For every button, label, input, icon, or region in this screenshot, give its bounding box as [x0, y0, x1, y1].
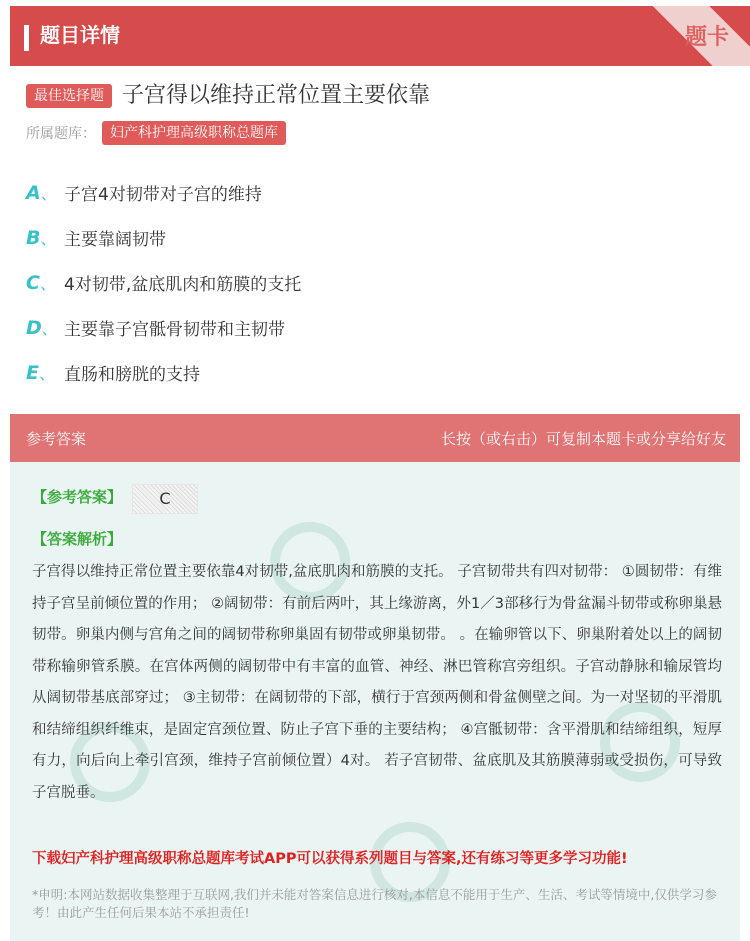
option-b[interactable] [26, 215, 301, 260]
option-separator: 、 [41, 319, 58, 338]
page-title: 题目详情 [40, 23, 120, 47]
question-header [26, 82, 430, 110]
option-separator: 、 [40, 229, 57, 248]
option-text: 主要靠子宫骶骨韧带和主韧带 [64, 320, 285, 340]
option-separator: 、 [40, 184, 57, 203]
question-bank-label: 所属题库： [26, 126, 96, 142]
option-a[interactable] [26, 170, 301, 215]
answer-label: 【参考答案】 [32, 488, 123, 506]
answer-value: C [132, 484, 198, 514]
analysis-label: 【答案解析】 [32, 530, 123, 548]
question-type-tag: 最佳选择题 [26, 84, 112, 108]
option-separator: 、 [38, 364, 55, 383]
option-d[interactable] [26, 305, 301, 350]
option-letter-value: D [26, 317, 42, 339]
share-hint: 长按（或右击）可复制本题卡或分享给好友 [440, 430, 726, 448]
question-title: 子宫得以维持正常位置主要依靠 [122, 83, 431, 108]
option-letter [26, 226, 64, 249]
option-e[interactable] [26, 350, 301, 395]
question-bank [26, 121, 286, 145]
analysis-panel [10, 462, 740, 941]
option-text: 子宫4对韧带对子宫的维持 [64, 185, 262, 205]
option-letter [26, 271, 64, 294]
analysis-text: 子宫得以维持正常位置主要依靠4对韧带,盆底肌肉和筋膜的支托。 子宫韧带共有四对韧带： ①圆韧带：有维持子宫呈前倾位置的作用； ②阔韧带：有前后两叶，其上缘游离，外1／3部移行为骨盆漏斗韧带或称卵巢悬韧带。卵巢内侧与宫角之间的阔韧带称卵巢固有韧带或卵巢韧带。 。在输卵管以下、卵巢附着处以上的阔韧带称输卵管系膜。在宫体两侧的阔韧带中有丰富的血管、神经、淋巴管称宫旁组织。子宫动静脉和输尿管均从阔韧带基底部穿过； ③主韧带：在阔韧带的下部，横行于宫颈两侧和骨盆侧壁之间。为一对坚韧的平滑肌和结缔组织纤维束，是固定宫颈位置、防止子宫下垂的主要结构； ④宫骶韧带：含平滑肌和结缔组织，短厚有力，向后向上牵引宫颈，维持子宫前倾位置）4对。 若子宫韧带、盆底肌及其筋膜薄弱或受损伤，可导致子宫脱垂。 [32, 564, 722, 801]
option-text: 直肠和膀胱的支持 [64, 365, 200, 385]
app-download-promo[interactable]: 下载妇产科护理高级职称总题库考试APP可以获得系列题目与答案,还有练习等更多学习功能! [32, 851, 628, 867]
corner-ribbon-label: 题卡 [684, 24, 730, 50]
header-accent-bar [24, 25, 29, 51]
options-list [26, 170, 301, 395]
option-c[interactable] [26, 260, 301, 305]
option-letter-value: A [26, 182, 41, 204]
option-text: 4对韧带,盆底肌肉和筋膜的支托 [64, 275, 302, 295]
option-letter-value: E [26, 362, 39, 384]
reference-answer-band [10, 414, 740, 462]
option-text: 主要靠阔韧带 [64, 230, 166, 250]
option-letter-value: B [26, 227, 41, 249]
header-bar [10, 6, 750, 66]
question-bank-link[interactable]: 妇产科护理高级职称总题库 [102, 121, 286, 145]
option-letter [26, 316, 64, 339]
option-letter [26, 181, 64, 204]
option-separator: 、 [39, 274, 56, 293]
option-letter [26, 361, 64, 384]
reference-answer-heading: 参考答案 [26, 430, 87, 448]
corner-ribbon [646, 6, 750, 66]
option-letter-value: C [26, 272, 40, 294]
disclaimer: *申明:本网站数据收集整理于互联网,我们并未能对答案信息进行核对,本信息不能用于生产、生活、考试等情境中,仅供学习参考！由此产生任何后果本站不承担责任! [32, 887, 717, 920]
